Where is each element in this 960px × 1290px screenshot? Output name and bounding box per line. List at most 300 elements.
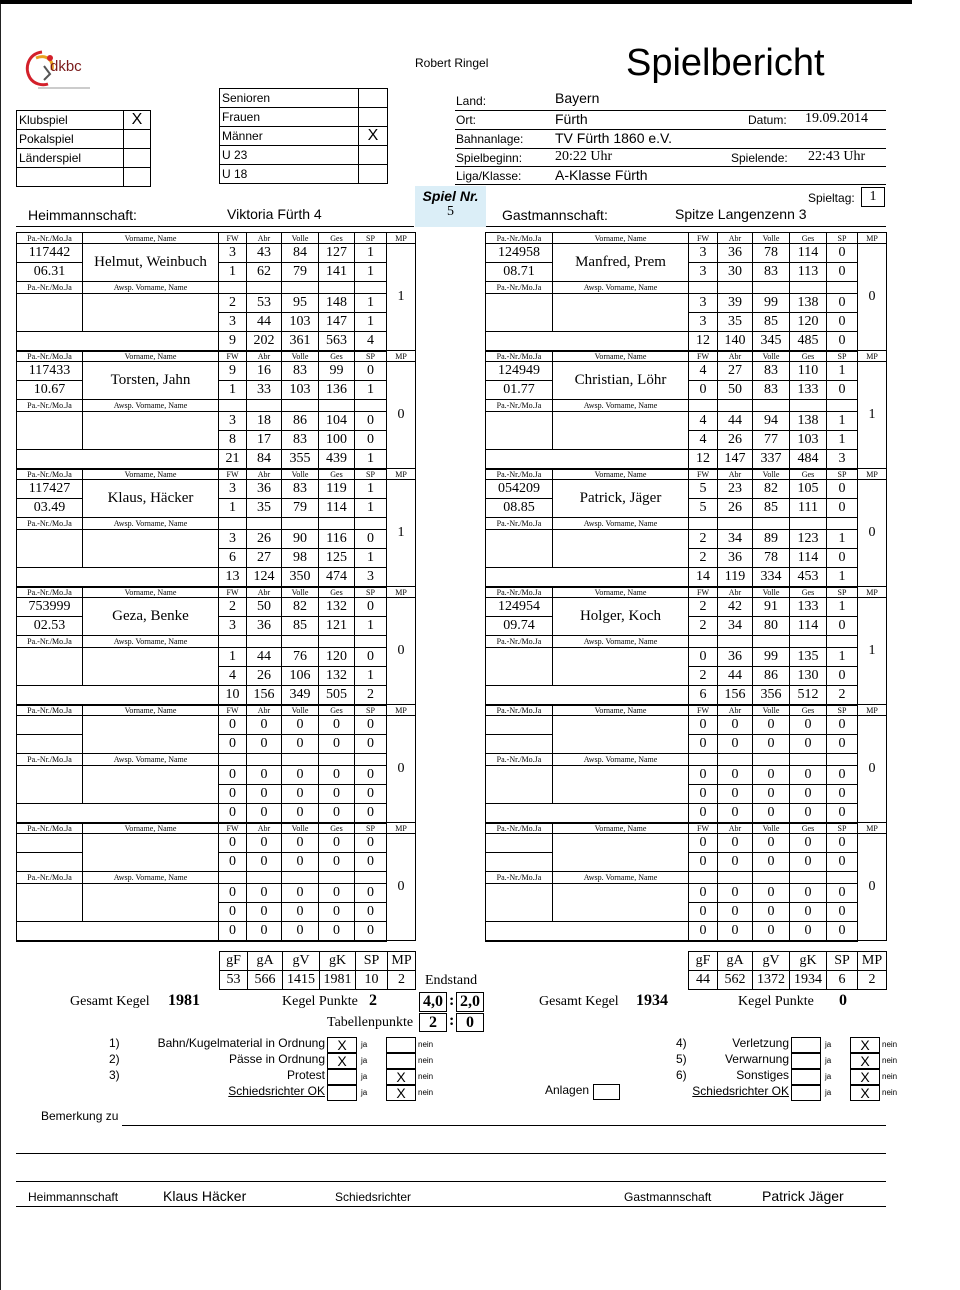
- nein-checkbox[interactable]: X: [850, 1085, 880, 1101]
- awsp-header-row: [486, 636, 887, 648]
- col-header-volle: Volle: [282, 823, 319, 834]
- endstand-heim: 4,0: [419, 992, 447, 1012]
- nein-checkbox[interactable]: X: [386, 1069, 416, 1085]
- score-cell: 0: [753, 716, 790, 735]
- score-cell: 0: [689, 785, 718, 804]
- total-cell: 1: [355, 450, 387, 469]
- empty-cell: [718, 872, 753, 884]
- klasse-label: Männer: [220, 127, 359, 146]
- empty-cell: [282, 636, 319, 648]
- ja-checkbox[interactable]: X: [327, 1053, 357, 1069]
- score-cell: 0: [247, 853, 282, 872]
- spieltyp-mark[interactable]: [124, 130, 151, 149]
- col-header-awsp: Awsp. Vorname, Name: [83, 754, 219, 766]
- pass-number: 117427: [17, 480, 83, 499]
- table-row: [17, 598, 416, 617]
- score-cell: 84: [282, 244, 319, 263]
- score-cell: 0: [827, 834, 858, 853]
- check-label: Schiedsrichter OK: [692, 1084, 789, 1098]
- empty-cell: [790, 872, 827, 884]
- score-cell: 86: [753, 667, 790, 686]
- score-cell: 0: [827, 735, 858, 754]
- birth-month-year: [17, 853, 83, 872]
- col-header-mp: MP: [858, 705, 887, 716]
- awsp-pass-cell: [17, 766, 83, 804]
- col-header-sp: SP: [827, 351, 858, 362]
- table-row: [17, 530, 416, 549]
- score-cell: 103: [282, 381, 319, 400]
- total-cell: 4: [355, 332, 387, 351]
- score-cell: 99: [319, 362, 355, 381]
- score-cell: 43: [247, 244, 282, 263]
- col-header-pass: Pa.-Nr./Mo.Ja: [486, 469, 553, 480]
- heim-team: Viktoria Fürth 4: [227, 206, 322, 222]
- total-row: [17, 922, 416, 941]
- score-cell: 1: [355, 381, 387, 400]
- score-cell: 99: [753, 648, 790, 667]
- score-cell: 2: [689, 549, 718, 568]
- empty-cell: [247, 518, 282, 530]
- ja-checkbox[interactable]: [327, 1069, 357, 1085]
- score-cell: 5: [689, 480, 718, 499]
- empty-cell: [753, 636, 790, 648]
- col-header-abr: Abr: [718, 233, 753, 244]
- awsp-pass-cell: [17, 648, 83, 686]
- col-header-fw: FW: [689, 233, 718, 244]
- score-cell: 85: [753, 313, 790, 332]
- nein-label: nein: [418, 1088, 434, 1097]
- total-blank: [17, 804, 219, 823]
- col-header-pass: Pa.-Nr./Mo.Ja: [17, 823, 83, 834]
- score-cell: 0: [282, 735, 319, 754]
- spieltyp-row: [17, 149, 151, 168]
- score-cell: 0: [355, 598, 387, 617]
- total-row: [17, 804, 416, 823]
- score-cell: 0: [355, 735, 387, 754]
- score-cell: 0: [355, 648, 387, 667]
- total-cell: 0: [247, 804, 282, 823]
- total-row: [486, 686, 887, 705]
- col-header-sp: SP: [827, 469, 858, 480]
- ja-checkbox[interactable]: X: [327, 1037, 357, 1053]
- total-cell: 202: [247, 332, 282, 351]
- empty-cell: [355, 400, 387, 412]
- col-header-mp: MP: [387, 469, 416, 480]
- summary-header: gF: [689, 952, 718, 971]
- pass-number: [486, 716, 553, 735]
- score-cell: 0: [753, 903, 790, 922]
- ja-checkbox[interactable]: [791, 1085, 821, 1101]
- klasse-mark[interactable]: [359, 89, 388, 108]
- col-header-pass: Pa.-Nr./Mo.Ja: [17, 400, 83, 412]
- empty-cell: [718, 636, 753, 648]
- birth-month-year: [17, 735, 83, 754]
- col-header-name: Vorname, Name: [83, 233, 219, 244]
- awsp-header-row: [17, 872, 416, 884]
- awsp-header-row: [486, 754, 887, 766]
- total-cell: 453: [790, 568, 827, 587]
- score-cell: 100: [319, 431, 355, 450]
- total-cell: 2: [355, 686, 387, 705]
- summary-header: gA: [718, 952, 753, 971]
- spieltyp-mark[interactable]: X: [124, 111, 151, 130]
- score-cell: 0: [827, 294, 858, 313]
- summary-header-row: [689, 952, 887, 971]
- score-cell: 44: [718, 412, 753, 431]
- check-label: Bahn/Kugelmaterial in Ordnung: [157, 1036, 325, 1050]
- total-cell: 124: [247, 568, 282, 587]
- total-blank: [17, 686, 219, 705]
- awsp-name-cell: [553, 884, 689, 922]
- gast-gesamt-value: 1934: [636, 992, 668, 1009]
- score-cell: 0: [355, 716, 387, 735]
- awsp-header-row: [17, 400, 416, 412]
- score-cell: 1: [219, 263, 247, 282]
- awsp-header-row: [486, 872, 887, 884]
- score-cell: 104: [319, 412, 355, 431]
- score-cell: 0: [282, 884, 319, 903]
- score-cell: 116: [319, 530, 355, 549]
- total-cell: 0: [319, 922, 355, 941]
- empty-cell: [247, 400, 282, 412]
- total-cell: 345: [753, 332, 790, 351]
- klasse-mark[interactable]: X: [359, 127, 388, 146]
- score-cell: 39: [718, 294, 753, 313]
- nein-checkbox[interactable]: X: [850, 1037, 880, 1053]
- anlagen-box[interactable]: [593, 1084, 620, 1100]
- awsp-pass-cell: [17, 884, 83, 922]
- summary-value: 566: [248, 971, 283, 990]
- spieltyp-table: [16, 110, 151, 187]
- score-cell: 0: [753, 735, 790, 754]
- summary-value: 44: [689, 971, 718, 990]
- total-blank: [17, 450, 219, 469]
- empty-cell: [282, 518, 319, 530]
- total-cell: 439: [319, 450, 355, 469]
- col-header-abr: Abr: [718, 705, 753, 716]
- ja-checkbox[interactable]: [327, 1085, 357, 1101]
- score-cell: 90: [282, 530, 319, 549]
- klasse-label: U 23: [220, 146, 359, 165]
- total-cell: 0: [827, 922, 858, 941]
- col-header-abr: Abr: [247, 587, 282, 598]
- col-header-name: Vorname, Name: [553, 705, 689, 716]
- col-header-fw: FW: [689, 587, 718, 598]
- empty-cell: [753, 282, 790, 294]
- spieltyp-mark[interactable]: [124, 149, 151, 168]
- nein-label: nein: [882, 1072, 898, 1081]
- total-cell: 361: [282, 332, 319, 351]
- total-cell: 512: [790, 686, 827, 705]
- score-cell: 79: [282, 263, 319, 282]
- total-cell: 2: [827, 686, 858, 705]
- nein-checkbox[interactable]: [386, 1053, 416, 1069]
- col-header-sp: SP: [355, 469, 387, 480]
- spieltyp-mark[interactable]: [124, 168, 151, 187]
- birth-month-year: 09.74: [486, 617, 553, 636]
- score-cell: 78: [753, 244, 790, 263]
- empty-cell: [219, 400, 247, 412]
- page-title: Spielbericht: [626, 42, 825, 84]
- score-cell: 4: [689, 431, 718, 450]
- col-header-fw: FW: [219, 587, 247, 598]
- score-cell: 3: [219, 412, 247, 431]
- awsp-pass-cell: [17, 294, 83, 332]
- mp-value: 0: [858, 244, 887, 351]
- total-cell: 563: [319, 332, 355, 351]
- score-cell: 6: [219, 549, 247, 568]
- score-cell: 0: [718, 735, 753, 754]
- col-header-volle: Volle: [282, 587, 319, 598]
- spieltyp-row: [17, 168, 151, 187]
- footer-gast-label: Gastmannschaft: [624, 1190, 712, 1204]
- author-name: Robert Ringel: [415, 56, 489, 70]
- total-cell: 12: [689, 332, 718, 351]
- summary-value-row: [689, 971, 887, 990]
- empty-cell: [319, 872, 355, 884]
- heim-summary-table: [219, 951, 416, 990]
- klasse-row: [220, 108, 388, 127]
- score-cell: 0: [219, 735, 247, 754]
- klasse-mark[interactable]: [359, 146, 388, 165]
- score-cell: 78: [753, 549, 790, 568]
- score-cell: 82: [753, 480, 790, 499]
- score-cell: 36: [718, 648, 753, 667]
- score-cell: 98: [282, 549, 319, 568]
- score-cell: 135: [790, 648, 827, 667]
- total-cell: 12: [689, 450, 718, 469]
- score-cell: 3: [219, 530, 247, 549]
- col-header-sp: SP: [827, 233, 858, 244]
- score-cell: 83: [282, 362, 319, 381]
- table-row: [17, 834, 416, 853]
- awsp-header-row: [17, 754, 416, 766]
- score-cell: 0: [827, 381, 858, 400]
- table-row: [17, 244, 416, 263]
- col-header-abr: Abr: [247, 823, 282, 834]
- col-header-volle: Volle: [282, 469, 319, 480]
- total-cell: 21: [219, 450, 247, 469]
- gast-kegelpunkte-value: 0: [839, 992, 847, 1009]
- score-cell: 0: [827, 244, 858, 263]
- score-cell: 0: [247, 735, 282, 754]
- col-header-pass: Pa.-Nr./Mo.Ja: [17, 282, 83, 294]
- score-cell: 114: [319, 499, 355, 518]
- table-row: [17, 766, 416, 785]
- birth-month-year: 10.67: [17, 381, 83, 400]
- check-number: 6): [676, 1068, 687, 1082]
- score-cell: 36: [718, 549, 753, 568]
- score-cell: 0: [355, 834, 387, 853]
- ja-label: ja: [825, 1072, 832, 1081]
- awsp-pass-cell: [486, 294, 553, 332]
- klasse-mark[interactable]: [359, 165, 388, 184]
- score-cell: 0: [355, 412, 387, 431]
- score-cell: 85: [753, 499, 790, 518]
- score-cell: 114: [790, 549, 827, 568]
- ja-checkbox[interactable]: [791, 1069, 821, 1085]
- player-name: Geza, Benke: [83, 598, 219, 636]
- awsp-name-cell: [83, 884, 219, 922]
- tabellenpunkte-label: Tabellenpunkte: [327, 1015, 414, 1030]
- score-cell: 79: [282, 499, 319, 518]
- summary-header: gV: [753, 952, 790, 971]
- score-cell: 0: [689, 381, 718, 400]
- nein-checkbox[interactable]: X: [850, 1069, 880, 1085]
- check-label: Sonstiges: [736, 1068, 789, 1082]
- col-header-ges: Ges: [790, 705, 827, 716]
- total-cell: 0: [355, 804, 387, 823]
- player-header-row: [17, 469, 416, 480]
- score-cell: 0: [689, 903, 718, 922]
- score-cell: 3: [219, 480, 247, 499]
- liga-value: A-Klasse Fürth: [555, 167, 648, 183]
- score-cell: 0: [282, 716, 319, 735]
- klasse-mark[interactable]: [359, 108, 388, 127]
- heim-kegelpunkte-value: 2: [369, 992, 377, 1009]
- score-cell: 0: [282, 766, 319, 785]
- nein-checkbox[interactable]: [386, 1037, 416, 1053]
- col-header-name: Vorname, Name: [553, 351, 689, 362]
- mp-value: 0: [858, 716, 887, 823]
- tab-gast: 0: [456, 1013, 484, 1032]
- player-header-row: [17, 705, 416, 716]
- score-cell: 123: [790, 530, 827, 549]
- total-cell: 485: [790, 332, 827, 351]
- empty-cell: [753, 754, 790, 766]
- spieltag-value: 1: [861, 187, 885, 207]
- spieltyp-label: Pokalspiel: [17, 130, 124, 149]
- klasse-row: [220, 165, 388, 184]
- col-header-mp: MP: [858, 469, 887, 480]
- datum-value: 19.09.2014: [805, 111, 868, 126]
- total-cell: 156: [718, 686, 753, 705]
- score-cell: 3: [689, 313, 718, 332]
- score-cell: 1: [355, 617, 387, 636]
- awsp-pass-cell: [486, 884, 553, 922]
- total-cell: 0: [753, 804, 790, 823]
- ja-checkbox[interactable]: [791, 1037, 821, 1053]
- awsp-name-cell: [553, 412, 689, 450]
- score-cell: 125: [319, 549, 355, 568]
- total-cell: 0: [827, 332, 858, 351]
- mp-value: 1: [387, 480, 416, 587]
- score-cell: 83: [282, 431, 319, 450]
- awsp-name-cell: [553, 294, 689, 332]
- score-cell: 83: [282, 480, 319, 499]
- player-name: Christian, Löhr: [553, 362, 689, 400]
- col-header-mp: MP: [858, 587, 887, 598]
- empty-cell: [753, 400, 790, 412]
- summary-header: SP: [356, 952, 388, 971]
- total-cell: 156: [247, 686, 282, 705]
- col-header-pass: Pa.-Nr./Mo.Ja: [486, 400, 553, 412]
- col-header-pass: Pa.-Nr./Mo.Ja: [17, 233, 83, 244]
- summary-header: gK: [320, 952, 356, 971]
- score-cell: 0: [827, 785, 858, 804]
- total-cell: 0: [219, 804, 247, 823]
- empty-cell: [718, 754, 753, 766]
- empty-cell: [247, 636, 282, 648]
- score-cell: 114: [790, 617, 827, 636]
- col-header-volle: Volle: [282, 233, 319, 244]
- score-cell: 0: [355, 530, 387, 549]
- klasse-table: [219, 88, 388, 184]
- score-cell: 0: [790, 903, 827, 922]
- empty-cell: [219, 636, 247, 648]
- empty-cell: [790, 754, 827, 766]
- pass-number: 117442: [17, 244, 83, 263]
- ja-checkbox[interactable]: [791, 1053, 821, 1069]
- score-cell: 26: [247, 530, 282, 549]
- col-header-abr: Abr: [718, 587, 753, 598]
- summary-value: 1372: [753, 971, 790, 990]
- score-cell: 110: [790, 362, 827, 381]
- score-cell: 95: [282, 294, 319, 313]
- score-cell: 27: [718, 362, 753, 381]
- nein-checkbox[interactable]: X: [386, 1085, 416, 1101]
- awsp-pass-cell: [17, 530, 83, 568]
- score-cell: 0: [689, 648, 718, 667]
- score-cell: 36: [718, 244, 753, 263]
- score-cell: 0: [718, 785, 753, 804]
- score-cell: 0: [790, 834, 827, 853]
- score-cell: 0: [319, 903, 355, 922]
- score-cell: 1: [355, 294, 387, 313]
- empty-cell: [247, 282, 282, 294]
- player-header-row: [486, 469, 887, 480]
- score-cell: 0: [827, 499, 858, 518]
- pass-number: [17, 834, 83, 853]
- score-cell: 1: [355, 244, 387, 263]
- score-cell: 0: [219, 884, 247, 903]
- awsp-name-cell: [83, 294, 219, 332]
- land-value: Bayern: [555, 90, 600, 106]
- spiel-nr-value: 5: [447, 204, 454, 219]
- col-header-name: Vorname, Name: [83, 823, 219, 834]
- score-cell: 5: [689, 499, 718, 518]
- score-cell: 0: [718, 766, 753, 785]
- score-cell: 42: [718, 598, 753, 617]
- score-cell: 0: [790, 766, 827, 785]
- empty-cell: [355, 754, 387, 766]
- score-cell: 133: [790, 598, 827, 617]
- logo-text: dkbc: [50, 58, 82, 75]
- col-header-awsp: Awsp. Vorname, Name: [83, 282, 219, 294]
- score-cell: 1: [827, 598, 858, 617]
- summary-value: 10: [356, 971, 388, 990]
- score-cell: 0: [319, 766, 355, 785]
- total-row: [486, 450, 887, 469]
- summary-value: 2: [388, 971, 416, 990]
- endstand-colon: :: [449, 992, 455, 1009]
- col-header-awsp: Awsp. Vorname, Name: [553, 400, 689, 412]
- nein-checkbox[interactable]: X: [850, 1053, 880, 1069]
- awsp-name-cell: [553, 648, 689, 686]
- empty-cell: [355, 636, 387, 648]
- col-header-ges: Ges: [319, 587, 355, 598]
- col-header-abr: Abr: [247, 351, 282, 362]
- total-cell: 355: [282, 450, 319, 469]
- score-cell: 8: [219, 431, 247, 450]
- ja-label: ja: [825, 1088, 832, 1097]
- col-header-pass: Pa.-Nr./Mo.Ja: [486, 351, 553, 362]
- col-header-mp: MP: [858, 823, 887, 834]
- total-cell: 334: [753, 568, 790, 587]
- score-cell: 2: [689, 598, 718, 617]
- col-header-fw: FW: [689, 351, 718, 362]
- empty-cell: [827, 872, 858, 884]
